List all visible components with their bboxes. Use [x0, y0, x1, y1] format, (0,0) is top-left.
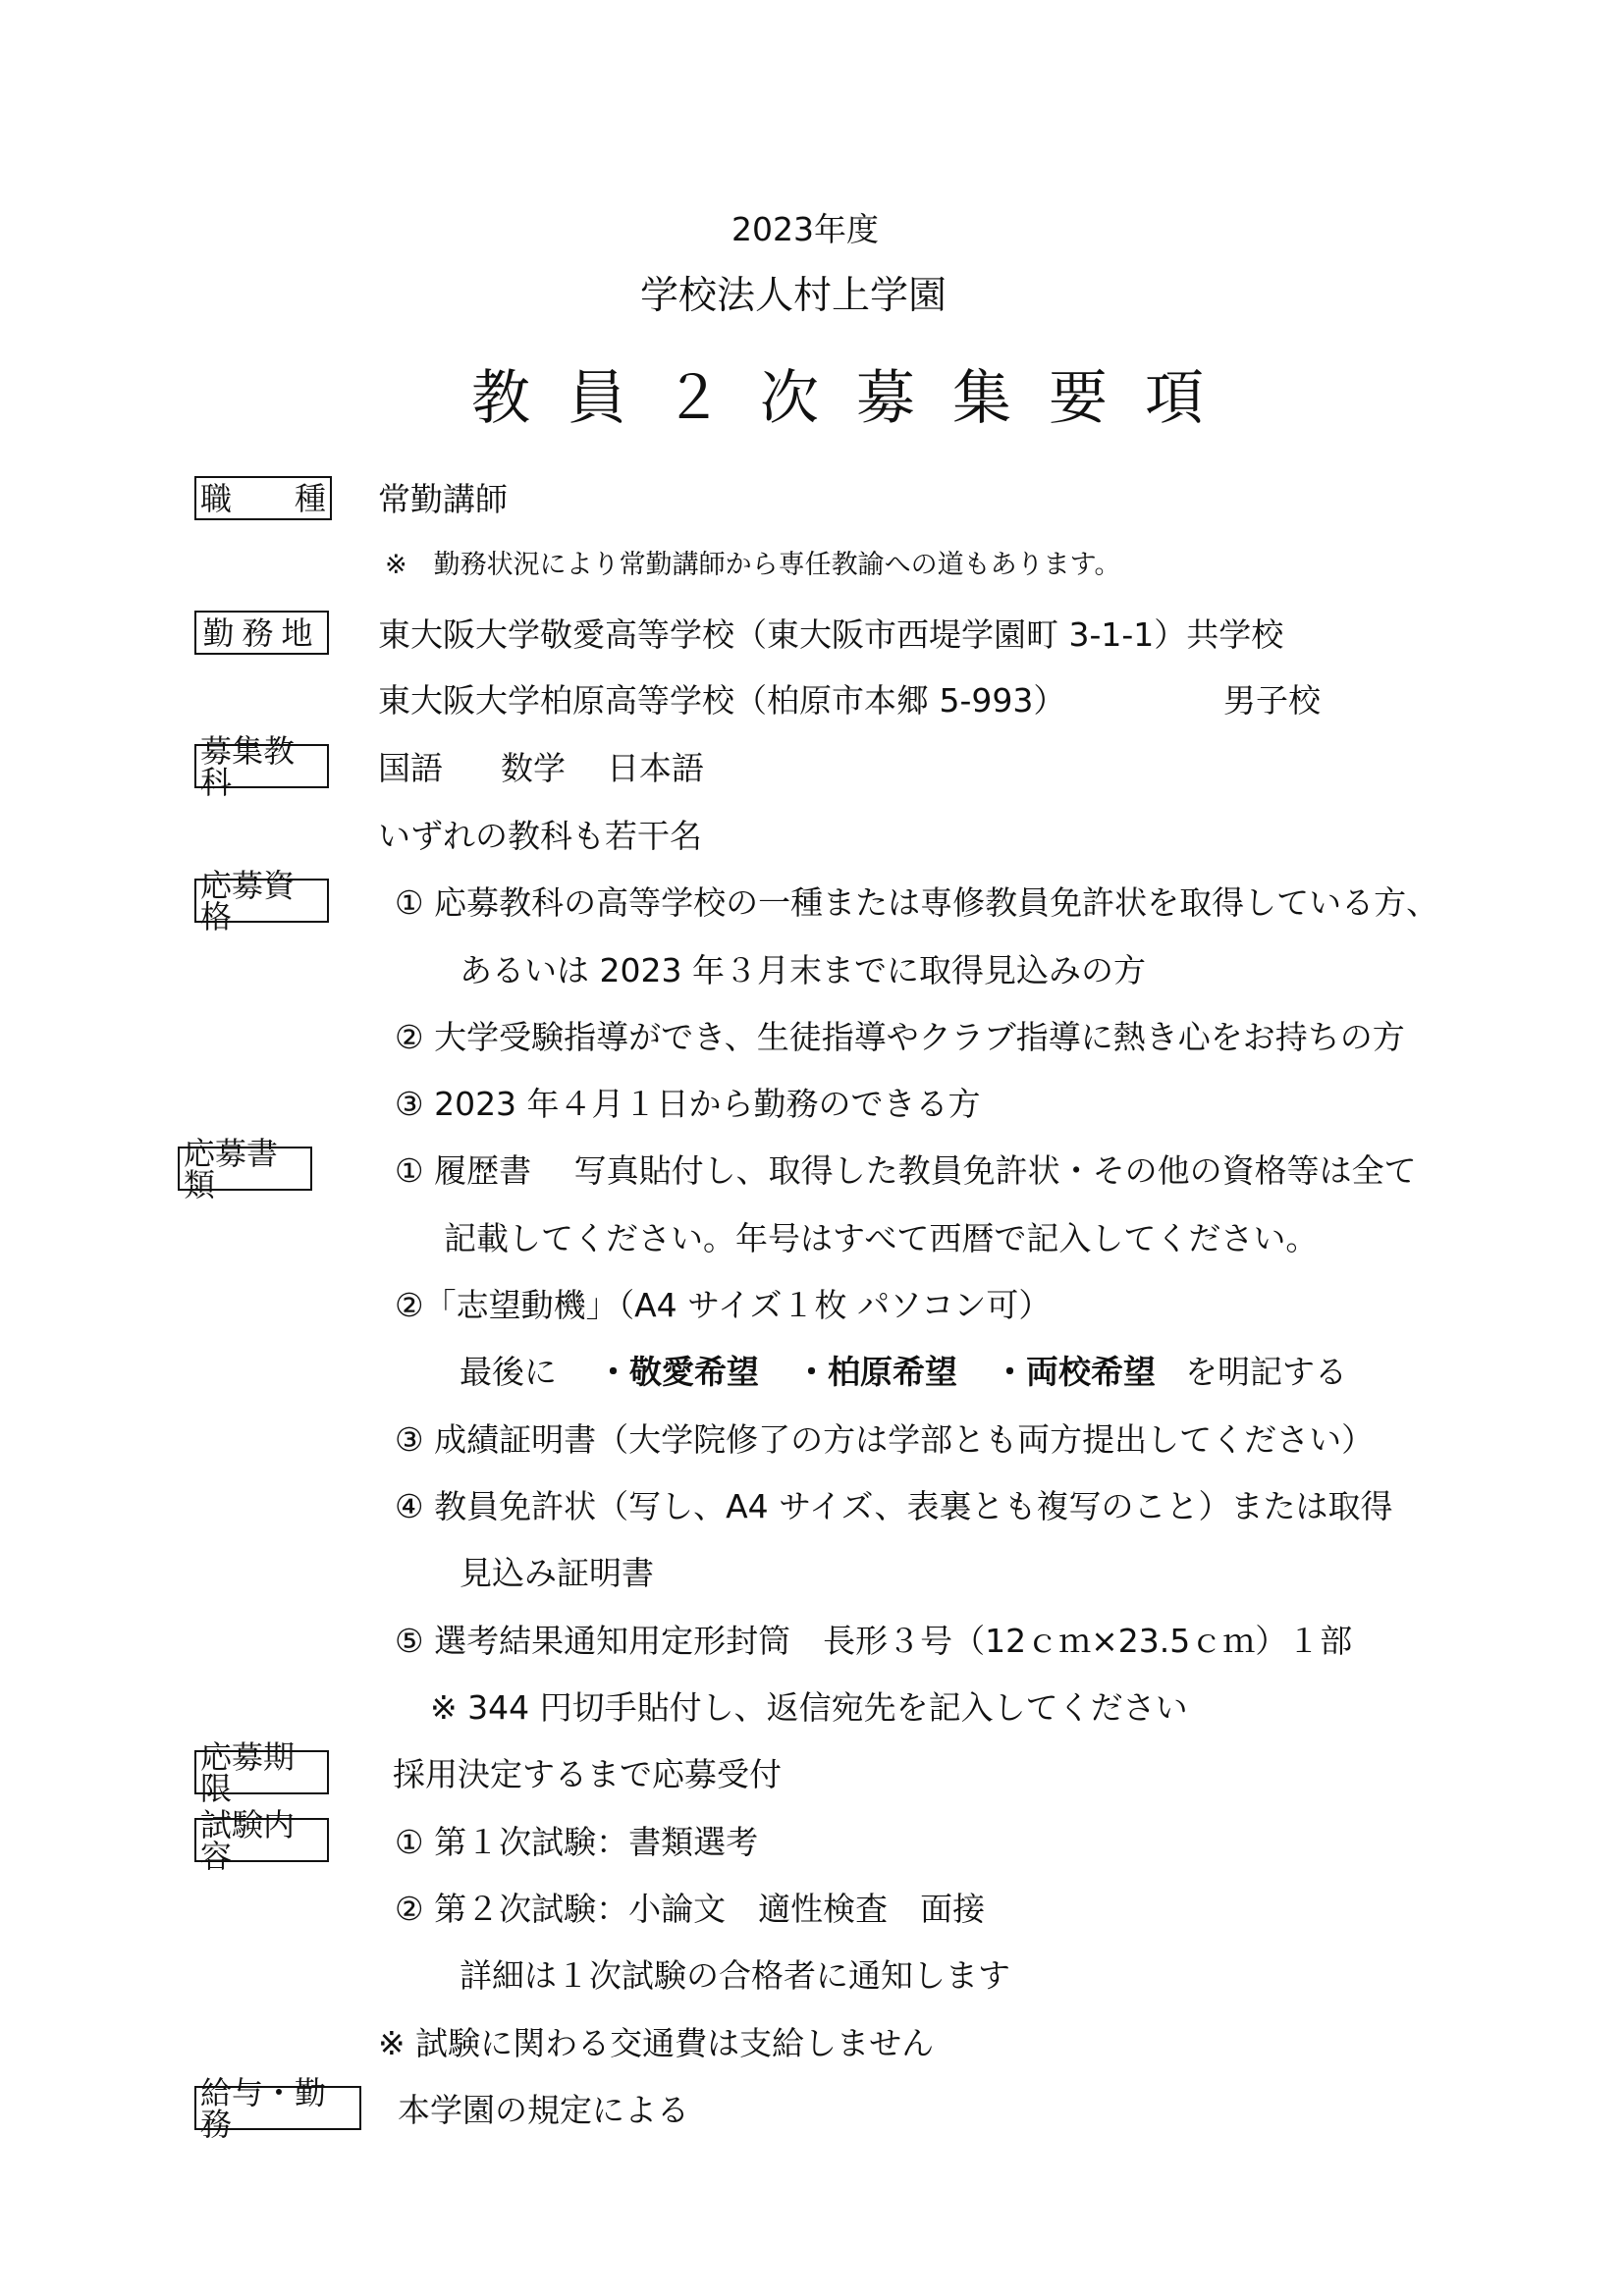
label-position-char-2: 種 — [294, 479, 326, 517]
document-item-1-cont: 記載してください。年号はすべて西暦で記入してください。 — [444, 1219, 1319, 1257]
label-exam: 試験内容 — [194, 1818, 329, 1862]
label-deadline: 応募期限 — [194, 1750, 329, 1794]
qualification-item-1-cont: あるいは 2023 年３月末までに取得見込みの方 — [460, 951, 1146, 989]
exam-item-1: ① 第１次試験：書類選考 — [395, 1823, 759, 1861]
position-value: 常勤講師 — [378, 480, 508, 518]
subjects-count-note: いずれの教科も若干名 — [378, 817, 702, 855]
document-option-both: ・両校希望 — [994, 1353, 1156, 1391]
exam-item-2: ② 第２次試験：小論文 適性検査 面接 — [395, 1890, 986, 1928]
organization-heading: 学校法人村上学園 — [640, 274, 947, 318]
location-school-2-type: 男子校 — [1223, 681, 1321, 720]
qualification-item-2: ② 大学受験指導ができ、生徒指導やクラブ指導に熱き心をお持ちの方 — [395, 1018, 1405, 1056]
deadline-value: 採用決定するまで応募受付 — [393, 1755, 782, 1793]
qualification-item-1: ① 応募教科の高等学校の一種または専修教員免許状を取得している方、 — [395, 883, 1439, 922]
document-option-keiai: ・敬愛希望 — [597, 1353, 759, 1391]
exam-item-2-note: 詳細は１次試験の合格者に通知します — [460, 1956, 1010, 1995]
label-qualifications: 応募資格 — [194, 879, 329, 923]
location-school-2: 東大阪大学柏原高等学校（柏原市本郷 5-993） — [378, 681, 1066, 720]
label-position — [194, 476, 332, 520]
year-heading: 2023年度 — [731, 210, 879, 248]
location-school-1: 東大阪大学敬愛高等学校（東大阪市西堤学園町 3-1-1）共学校 — [378, 615, 1284, 654]
position-note: ※ 勤務状況により常勤講師から専任教諭への道もあります。 — [385, 550, 1121, 580]
label-location: 勤務地 — [194, 611, 329, 655]
subject-item-2: 数学 — [501, 749, 566, 787]
subject-item-1: 国語 — [378, 749, 443, 787]
document-item-2-prefix: 最後に — [460, 1353, 557, 1391]
page-title: 教員２次募集要項 — [471, 364, 1241, 433]
document-item-2: ②「志望動機」（A4 サイズ１枚 パソコン可） — [395, 1286, 1052, 1324]
document-item-5: ⑤ 選考結果通知用定形封筒 長形３号（12ｃｍ×23.5ｃｍ）１部 — [395, 1622, 1353, 1660]
label-salary: 給与・勤務 — [194, 2086, 361, 2130]
document-item-4-cont: 見込み証明書 — [460, 1554, 654, 1592]
document-item-4: ④ 教員免許状（写し、A4 サイズ、表裏とも複写のこと）または取得 — [395, 1487, 1393, 1525]
document-item-5-note: ※ 344 円切手貼付し、返信宛先を記入してください — [430, 1688, 1188, 1727]
label-documents: 応募書類 — [178, 1147, 312, 1191]
qualification-item-3: ③ 2023 年４月１日から勤務のできる方 — [395, 1085, 981, 1123]
subject-item-3: 日本語 — [607, 749, 704, 787]
label-position-char-1: 職 — [200, 479, 233, 517]
exam-note: ※ 試験に関わる交通費は支給しません — [378, 2024, 935, 2062]
document-item-3: ③ 成績証明書（大学院修了の方は学部とも両方提出してください） — [395, 1420, 1375, 1459]
document-option-kashiwara: ・柏原希望 — [795, 1353, 957, 1391]
salary-value: 本学園の規定による — [398, 2091, 689, 2129]
label-subjects: 募集教科 — [194, 744, 329, 788]
document-item-2-suffix: を明記する — [1185, 1353, 1347, 1391]
document-item-1: ① 履歴書 写真貼付し、取得した教員免許状・その他の資格等は全て — [395, 1151, 1417, 1190]
